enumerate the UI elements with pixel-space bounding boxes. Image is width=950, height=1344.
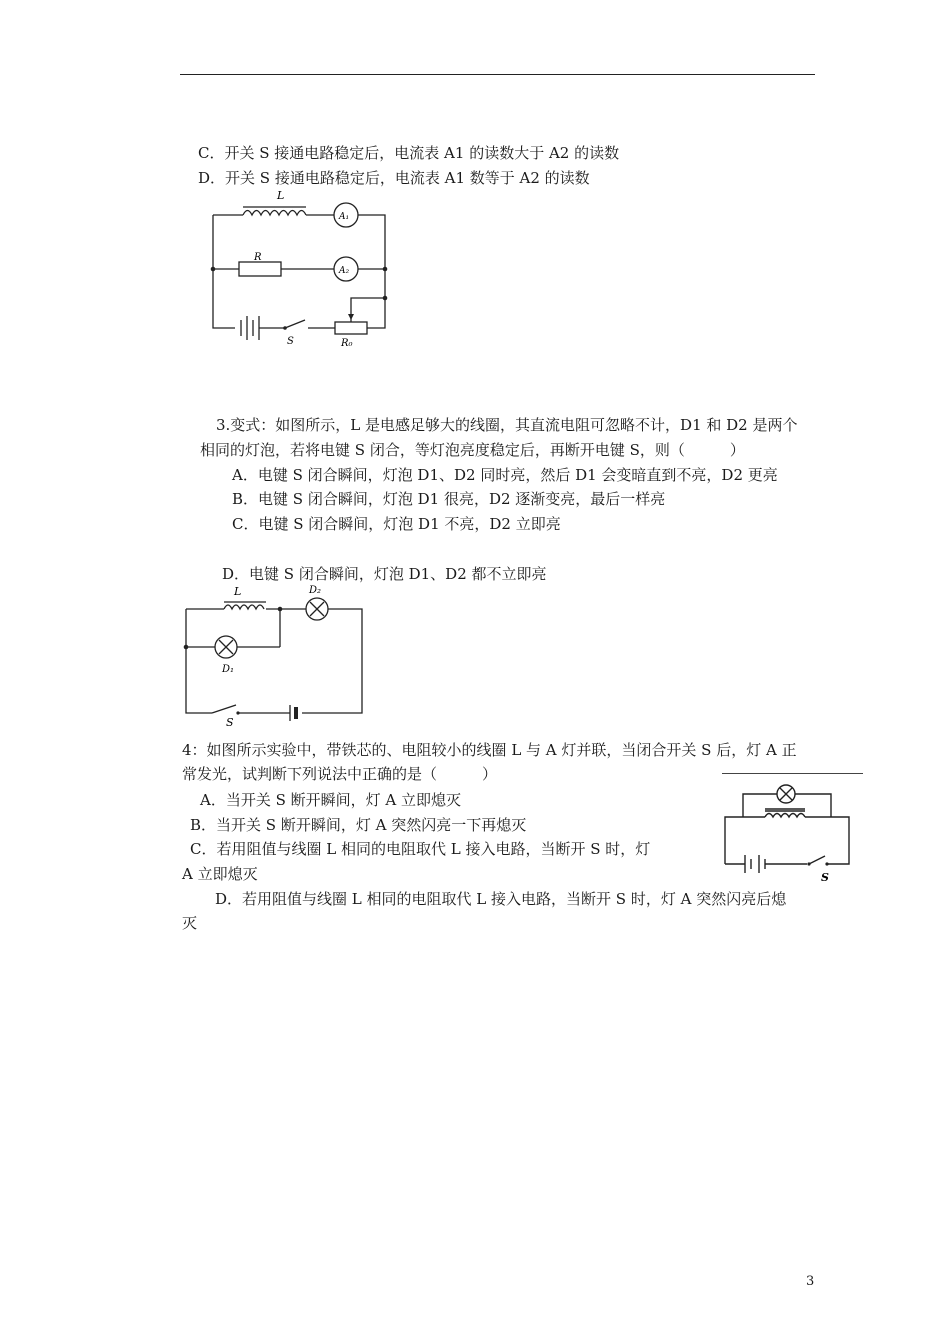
q4-label-switch: S: [821, 871, 829, 884]
q2-label-rheostat: R₀: [341, 338, 353, 349]
q2-label-resistor: R: [254, 252, 262, 263]
q2-option-c: C．开关 S 接通电路稳定后，电流表 A1 的读数大于 A2 的读数: [198, 144, 620, 162]
q4-figure-rule: [722, 773, 863, 774]
q2-label-ammeter2: A₂: [339, 266, 350, 276]
q3-stem-line1: 3.变式：如图所示，L 是电感足够大的线圈，其直流电阻可忽略不计，D1 和 D2 是两个: [216, 416, 798, 434]
q4-circuit-diagram: [723, 784, 855, 884]
q3-label-lamp1: D₁: [222, 664, 235, 675]
q4-option-b: B．当开关 S 断开瞬间，灯 A 突然闪亮一下再熄灭: [190, 816, 527, 834]
header-rule: [180, 74, 815, 75]
q2-label-inductor: L: [277, 189, 285, 202]
q2-label-switch: S: [287, 336, 294, 347]
q3-label-lamp2: D₂: [309, 585, 322, 596]
q4-option-d-line2: 灭: [182, 914, 198, 932]
page-number: 3: [806, 1274, 815, 1289]
q4-option-d-line1: D．若用阻值与线圈 L 相同的电阻取代 L 接入电路，当断开 S 时，灯 A 突然闪亮后熄: [215, 890, 787, 908]
q4-option-c-line1: C．若用阻值与线圈 L 相同的电阻取代 L 接入电路，当断开 S 时，灯: [190, 840, 651, 858]
q3-option-c: C．电键 S 闭合瞬间，灯泡 D1 不亮，D2 立即亮: [232, 515, 561, 533]
q4-stem-line2: 常发光，试判断下列说法中正确的是（ ）: [182, 765, 498, 783]
q4-option-c-line2: A 立即熄灭: [182, 865, 258, 883]
q3-label-switch: S: [226, 716, 234, 729]
q2-label-ammeter1: A₁: [339, 212, 350, 222]
q2-circuit-diagram: [205, 188, 395, 349]
q3-option-a: A．电键 S 闭合瞬间，灯泡 D1、D2 同时亮，然后 D1 会变暗直到不亮，D2 更亮: [232, 466, 778, 484]
q2-option-d: D．开关 S 接通电路稳定后，电流表 A1 数等于 A2 的读数: [198, 169, 590, 187]
q4-stem-line1: 4：如图所示实验中，带铁芯的、电阻较小的线圈 L 与 A 灯并联，当闭合开关 S 后，灯 A 正: [182, 741, 797, 759]
q4-option-a: A．当开关 S 断开瞬间，灯 A 立即熄灭: [200, 791, 462, 809]
q3-stem-line2: 相同的灯泡，若将电键 S 闭合，等灯泡亮度稳定后，再断开电键 S，则（ ）: [200, 441, 745, 459]
q3-label-inductor: L: [234, 585, 242, 598]
q3-option-d: D．电键 S 闭合瞬间，灯泡 D1、D2 都不立即亮: [222, 565, 547, 583]
q3-option-b: B．电键 S 闭合瞬间，灯泡 D1 很亮，D2 逐渐变亮，最后一样亮: [232, 490, 666, 508]
q3-circuit-diagram: [182, 585, 367, 729]
